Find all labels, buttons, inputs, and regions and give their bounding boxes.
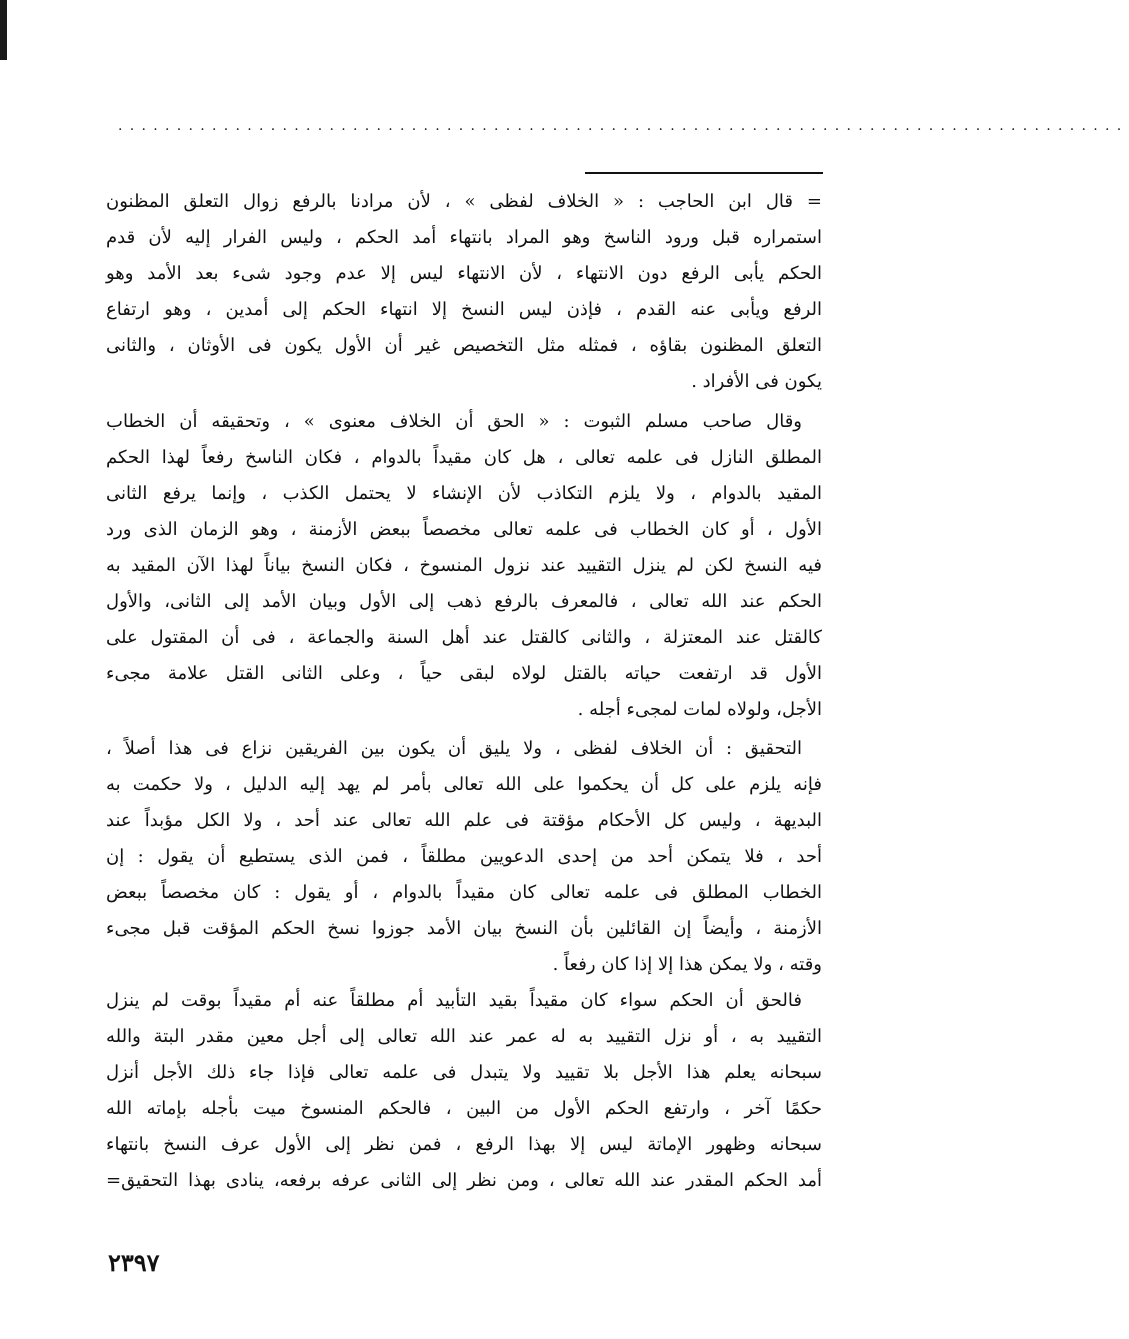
text-line: الأول قد ارتفعت حياته بالقتل لولاه لبقى حياً ، وعلى الثانى القتل علامة مجىء (106, 663, 822, 684)
text-line: أمد الحكم المقدر عند الله تعالى ، ومن نظر إلى الثانى عرفه برفعه، ينادى بهذا التحقيق= (106, 1170, 822, 1191)
text-line: المطلق النازل فى علمه تعالى ، هل كان مقيداً بالدوام ، فكان الناسخ رفعاً لهذا الحكم (106, 447, 822, 468)
text-line: فيه النسخ لكن لم ينزل التقييد عند نزول المنسوخ ، فكان النسخ بياناً لهذا الآن المقيد به (106, 555, 822, 576)
text-line: سبحانه وظهور الإماتة ليس إلا بهذا الرفع ، فمن نظر إلى الأول عرف النسخ بانتهاء (106, 1134, 822, 1155)
text-line: كالقتل عند المعتزلة ، والثانى كالقتل عند أهل السنة والجماعة ، فى أن المقتول على (106, 627, 822, 648)
text-line: الرفع ويأبى عنه القدم ، فإذن ليس النسخ إلا انتهاء الحكم إلى أمدين ، وهو ارتفاع (106, 299, 822, 320)
text-line: التقييد به ، أو نزل التقييد به له عمر عند الله تعالى إلى أجل معين مقدر البتة والله (106, 1026, 822, 1047)
text-line: وقال صاحب مسلم الثبوت : « الحق أن الخلاف معنوى » ، وتحقيقه أن الخطاب (106, 411, 803, 432)
scan-edge-mark (0, 0, 7, 60)
text-line: أحد ، فلا يتمكن أحد من إحدى الدعويين مطلقاً ، فمن الذى يستطيع أن يقول : إن (106, 846, 822, 867)
paragraph-ibn-hajib (106, 184, 822, 400)
text-line: الأجل، ولولاه لمات لمجىء أجله . (577, 699, 822, 720)
text-line: التعلق المظنون بقاؤه ، فمثله مثل التخصيص غير أن الأول يكون فى الأوثان ، والثانى (106, 335, 822, 356)
text-line: المقيد بالدوام ، ولا يلزم التكاذب لأن الإنشاء لا يحتمل الكذب ، وإنما يرفع الثانى (106, 483, 822, 504)
text-line: البديهة ، وليس كل الأحكام مؤقتة فى علم الله تعالى عند أحد ، ولا الكل مؤبداً عند (106, 810, 822, 831)
text-line: سبحانه يعلم هذا الأجل بلا تقييد ولا يتبدل فى علمه تعالى فإذا جاء ذلك الأجل أنزل (106, 1062, 822, 1083)
text-line: وقته ، ولا يمكن هذا إلا إذا كان رفعاً . (552, 954, 822, 975)
text-line: الحكم عند الله تعالى ، فالمعرف بالرفع ذهب إلى الأول وبيان الأمد إلى الثانى، والأول (106, 591, 822, 612)
text-line: الأزمنة ، وأيضاً إن القائلين بأن النسخ بيان الأمد جوزوا نسخ الحكم المؤقت قبل مجىء (106, 918, 822, 939)
text-line: التحقيق : أن الخلاف لفظى ، ولا يليق أن يكون بين الفريقين نزاع فى هذا أصلاً ، (106, 738, 802, 759)
text-line: فإنه يلزم على كل أن يحكموا على الله تعالى بأمر لم يهد إليه الدليل ، ولا حكمت به (106, 774, 822, 795)
text-line: استمراره قبل ورود الناسخ وهو المراد بانتهاء أمد الحكم ، وليس الفرار إليه لأن قدم (106, 227, 822, 248)
text-line: حكمًا آخر ، وارتفع الحكم الأول من البين ، فالحكم المنسوخ ميت بأجله بإماته الله (106, 1098, 822, 1119)
text-line: يكون فى الأفراد . (691, 371, 822, 392)
paragraph-conclusion (106, 983, 822, 1199)
footnote-rule (585, 172, 823, 174)
text-line: الخطاب المطلق فى علمه تعالى كان مقيداً بالدوام ، أو يقول : كان مخصصاً ببعض (106, 882, 822, 903)
text-line: فالحق أن الحكم سواء كان مقيداً بقيد التأبيد أم مطلقاً عنه أم مقيداً بوقت لم ينزل (106, 990, 802, 1011)
page-number: ٢٣٩٧ (108, 1248, 160, 1277)
paragraph-tahqiq (106, 731, 822, 983)
dotted-separator: ...................................................................................... (118, 118, 1129, 134)
text-line: = قال ابن الحاجب : « الخلاف لفظى » ، لأن مرادنا بالرفع زوال التعلق المظنون (106, 191, 822, 212)
text-line: الحكم يأبى الرفع دون الانتهاء ، لأن الانتهاء ليس إلا عدم وجود شىء بعد الأمد وهو (106, 263, 822, 284)
paragraph-muslim-thubut (106, 404, 822, 728)
text-line: الأول ، أو كان الخطاب فى علمه تعالى مخصصاً ببعض الأزمنة ، وهو الزمان الذى ورد (106, 519, 822, 540)
